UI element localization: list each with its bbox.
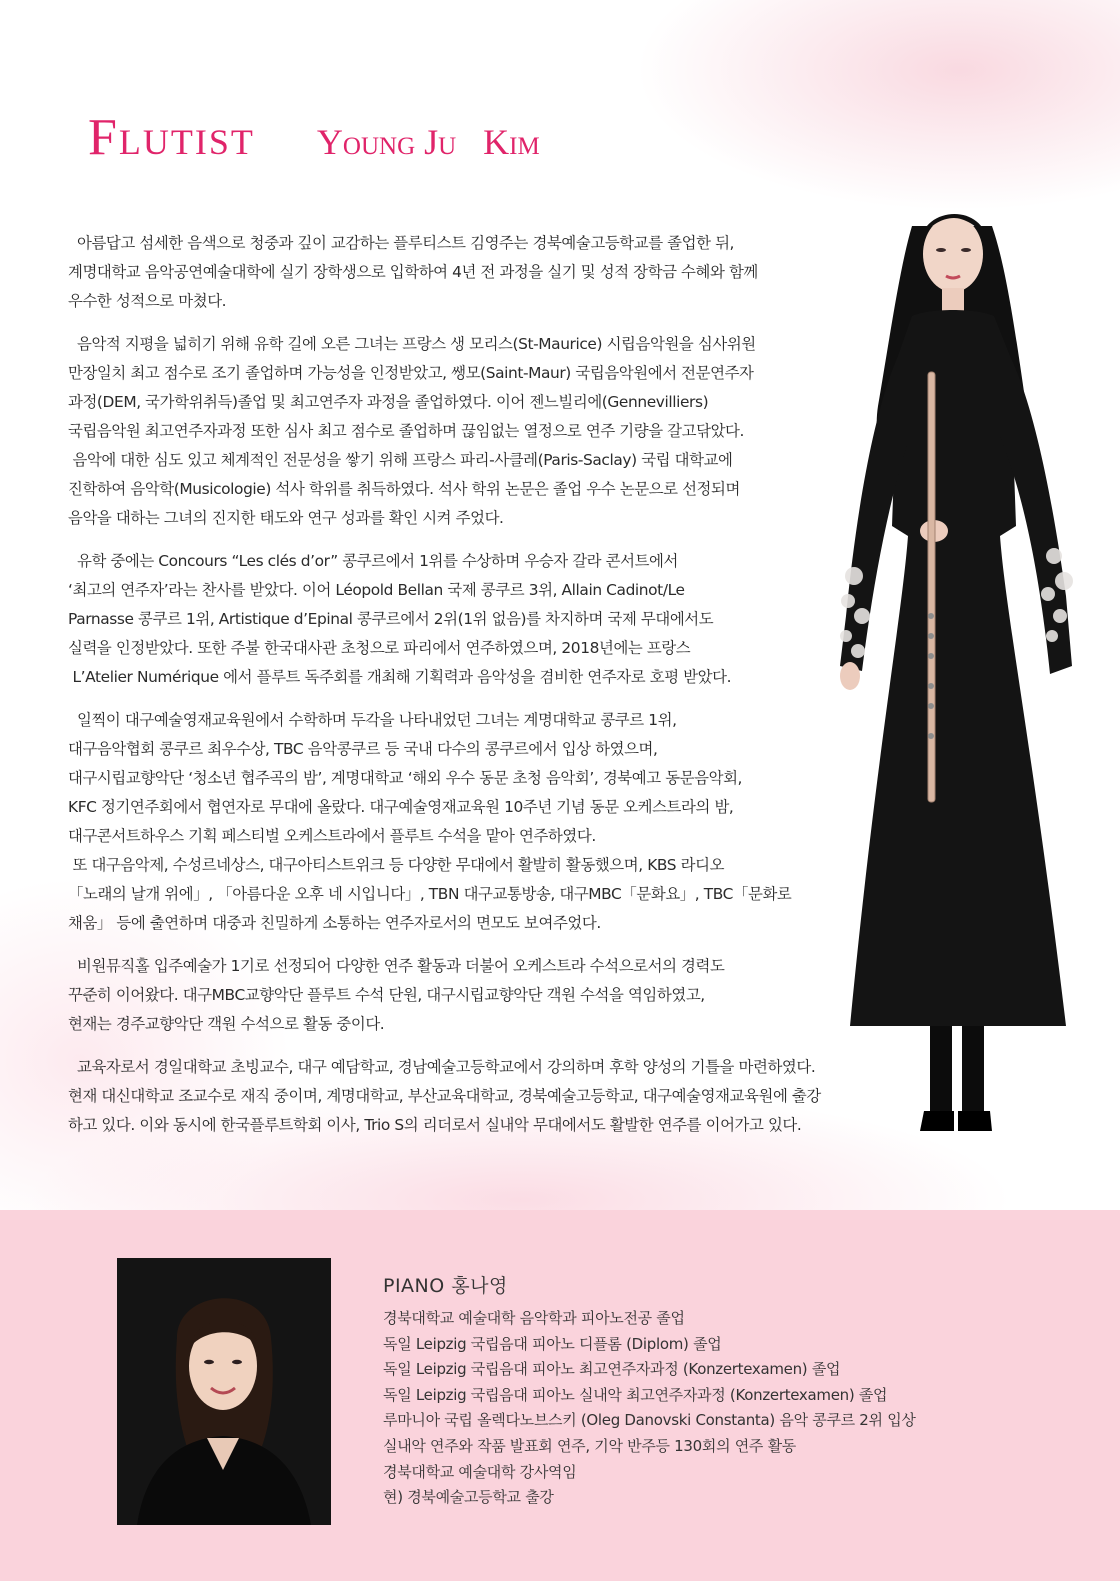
list-item: 독일 Leipzig 국립음대 피아노 실내악 최고연주자과정 (Konzertexamen) 졸업 xyxy=(383,1385,888,1404)
list-item: 독일 Leipzig 국립음대 피아노 최고연주자과정 (Konzertexamen) 졸업 xyxy=(383,1360,841,1379)
bio-line: 현재 대신대학교 조교수로 재직 중이며, 계명대학교, 부산교육대학교, 경북예술고등학교, 대구예술영재교육원에 출강 xyxy=(68,1087,821,1105)
bio-paragraph xyxy=(68,547,928,692)
bio-line: 진학하여 음악학(Musicologie) 석사 학위를 취득하였다. 석사 학위 논문은 졸업 우수 논문으로 선정되며 xyxy=(68,480,740,498)
bio-paragraph xyxy=(68,330,928,533)
bio-line: 음악을 대하는 그녀의 진지한 태도와 연구 성과를 확인 시켜 주었다. xyxy=(68,509,504,527)
bio-line: 일찍이 대구예술영재교육원에서 수학하며 두각을 나타내었던 그녀는 계명대학교 콩쿠르 1위, xyxy=(68,711,677,729)
bio-line: 유학 중에는 Concours “Les clés d’or” 콩쿠르에서 1위를 수상하며 우승자 갈라 콘서트에서 xyxy=(68,552,678,570)
pianist-career-list xyxy=(383,1306,916,1511)
bio-paragraph xyxy=(68,229,928,316)
bio-paragraph xyxy=(68,952,928,1039)
bio-line: 현재는 경주교향악단 객원 수석으로 활동 중이다. xyxy=(68,1015,385,1033)
bio-line: ‘최고의 연주자’라는 찬사를 받았다. 이어 Léopold Bellan 국제 콩쿠르 3위, Allain Cadinot/Le xyxy=(68,581,685,599)
list-item: 경북대학교 예술대학 음악학과 피아노전공 졸업 xyxy=(383,1309,685,1327)
bio-line: 과정(DEM, 국가학위취득)졸업 및 최고연주자 과정을 졸업하였다. 이어 젠느빌리에(Gennevilliers) xyxy=(68,393,709,411)
bio-line: 만장일치 최고 점수로 조기 졸업하며 가능성을 인정받았고, 쌩모(Saint-Maur) 국립음악원에서 전문연주자 xyxy=(68,364,754,382)
list-item: 현) 경북예술고등학교 출강 xyxy=(383,1488,554,1507)
bio-line: Parnasse 콩쿠르 1위, Artistique d’Epinal 콩쿠르에서 2위(1위 없음)를 차지하며 국제 무대에서도 xyxy=(68,610,714,628)
pianist-heading: PIANO 홍나영 xyxy=(383,1275,508,1297)
bio-line: 국립음악원 최고연주자과정 또한 심사 최고 점수로 졸업하며 끊임없는 열정으로 연주 기량을 갈고닦았다. xyxy=(68,422,745,440)
bio-line: 음악에 대한 심도 있고 체계적인 전문성을 쌓기 위해 프랑스 파리-사클레(Paris-Saclay) 국립 대학교에 xyxy=(68,451,733,469)
bio-line: 대구콘서트하우스 기획 페스티벌 오케스트라에서 플루트 수석을 맡아 연주하였다. xyxy=(68,827,596,845)
bio-line: 채움」 등에 출연하며 대중과 친밀하게 소통하는 연주자로서의 면모도 보여주었다. xyxy=(68,914,601,932)
bio-line: 「노래의 날개 위에」, 「아름다운 오후 네 시입니다」, TBN 대구교통방송, 대구MBC「문화요」, TBC「문화로 xyxy=(68,885,792,903)
bio-line: 아름답고 섬세한 음색으로 청중과 깊이 교감하는 플루티스트 김영주는 경북예술고등학교를 졸업한 뒤, xyxy=(68,234,735,252)
bio-paragraph xyxy=(68,706,928,938)
bio-line: L’Atelier Numérique 에서 플루트 독주회를 개최해 기획력과 음악성을 겸비한 연주자로 호평 받았다. xyxy=(68,668,732,686)
bio-paragraph xyxy=(68,1053,928,1140)
bio-line: KFC 정기연주회에서 협연자로 무대에 올랐다. 대구예술영재교육원 10주년 기념 동문 오케스트라의 밤, xyxy=(68,798,734,816)
bio-line: 계명대학교 음악공연예술대학에 실기 장학생으로 입학하여 4년 전 과정을 실기 및 성적 장학금 수혜와 함께 xyxy=(68,263,758,281)
bio-line: 대구시립교향악단 ‘청소년 협주곡의 밤’, 계명대학교 ‘해외 우수 동문 초청 음악회’, 경북예고 동문음악회, xyxy=(68,769,743,787)
bio-line: 하고 있다. 이와 동시에 한국플루트학회 이사, Trio S의 리더로서 실내악 무대에서도 활발한 연주를 이어가고 있다. xyxy=(68,1116,802,1134)
bio-line: 대구음악협회 콩쿠르 최우수상, TBC 음악콩쿠르 등 국내 다수의 콩쿠르에서 입상 하였으며, xyxy=(68,740,658,758)
pianist-photo xyxy=(117,1258,331,1525)
bio-line: 또 대구음악제, 수성르네상스, 대구아티스트위크 등 다양한 무대에서 활발히 활동했으며, KBS 라디오 xyxy=(68,856,725,874)
bio-line: 우수한 성적으로 마쳤다. xyxy=(68,292,227,310)
bio-line: 교육자로서 경일대학교 초빙교수, 대구 예담학교, 경남예술고등학교에서 강의하며 후학 양성의 기틀을 마련하였다. xyxy=(68,1058,816,1076)
list-item: 실내악 연주와 작품 발표회 연주, 기악 반주등 130회의 연주 활동 xyxy=(383,1436,796,1455)
bio-line: 비원뮤직홀 입주예술가 1기로 선정되어 다양한 연주 활동과 더불어 오케스트라 수석으로서의 경력도 xyxy=(68,957,725,975)
list-item: 독일 Leipzig 국립음대 피아노 디플롬 (Diplom) 졸업 xyxy=(383,1334,722,1353)
page-title xyxy=(88,108,540,178)
list-item: 루마니아 국립 올렉다노브스키 (Oleg Danovski Constanta) 음악 콩쿠르 2위 입상 xyxy=(383,1411,916,1430)
flutist-label: Flutist xyxy=(88,109,255,166)
bio-line: 꾸준히 이어왔다. 대구MBC교향악단 플루트 수석 단원, 대구시립교향악단 객원 수석을 역임하였고, xyxy=(68,986,705,1004)
flutist-name: Young Ju Kim xyxy=(316,122,540,162)
bio-line: 실력을 인정받았다. 또한 주불 한국대사관 초청으로 파리에서 연주하였으며, 2018년에는 프랑스 xyxy=(68,639,691,657)
list-item: 경북대학교 예술대학 강사역임 xyxy=(383,1462,577,1481)
flutist-photo xyxy=(820,196,1090,1136)
bio-line: 음악적 지평을 넓히기 위해 유학 길에 오른 그녀는 프랑스 생 모리스(St-Maurice) 시립음악원을 심사위원 xyxy=(68,335,756,353)
flutist-biography xyxy=(68,229,928,1154)
